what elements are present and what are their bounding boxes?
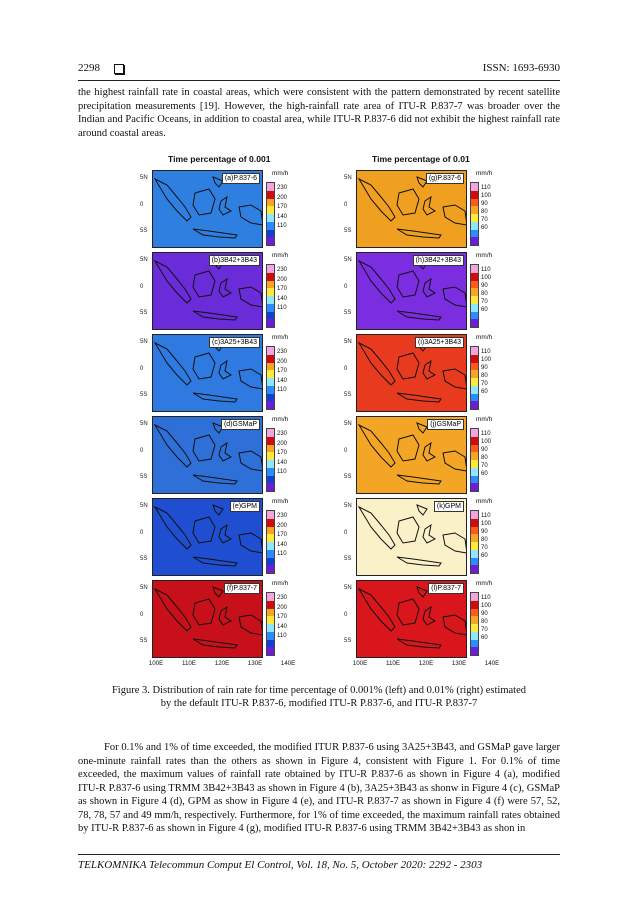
panel-label: (h)3B42+3B43: [413, 255, 464, 266]
colorbar-swatch: [471, 460, 478, 468]
colorbar-tick-label: 100: [481, 193, 492, 199]
colorbar-tick-label: 200: [277, 358, 288, 365]
colorbar-swatch: [471, 230, 478, 238]
colorbar-swatch: [267, 565, 274, 573]
panel-label: (c)3A25+3B43: [209, 337, 260, 348]
colorbar-tick-label: 170: [277, 450, 288, 457]
colorbar-swatch: [267, 511, 274, 519]
colorbar-tick-label: 170: [277, 204, 288, 211]
panel-label: (f)P.837-7: [224, 583, 260, 594]
colorbar-tick-label: 80: [481, 455, 488, 461]
colorbar-swatch: [267, 378, 274, 386]
latitude-tick-label: 0: [140, 530, 144, 536]
colorbar-swatch: [471, 191, 478, 199]
colorbar-tick-label: 110: [481, 595, 491, 601]
colorbar-swatch: [267, 304, 274, 312]
colorbar-swatch: [471, 565, 478, 573]
map-panel-left-4: [140, 498, 318, 576]
colorbar-tick-label: 230: [277, 349, 288, 355]
colorbar-tick-label: 100: [481, 275, 492, 281]
colorbar-swatch: [267, 601, 274, 609]
colorbar-unit: mm/h: [272, 170, 289, 177]
colorbar-swatch: [471, 304, 478, 312]
colorbar-swatch: [471, 206, 478, 214]
latitude-tick-label: 5N: [344, 175, 352, 181]
colorbar-tick-label: 60: [481, 389, 488, 395]
colorbar-unit: mm/h: [272, 416, 289, 423]
latitude-tick-label: 5S: [344, 474, 352, 480]
latitude-tick-label: 0: [344, 612, 348, 618]
map-panel-left-5: [140, 580, 318, 658]
colorbar-swatch: [471, 476, 478, 484]
panel-label: (b)3B42+3B43: [209, 255, 260, 266]
colorbar-tick-label: 90: [481, 201, 488, 207]
colorbar-swatch: [471, 468, 478, 476]
colorbar-swatch: [267, 534, 274, 542]
latitude-tick-label: 5N: [344, 257, 352, 263]
rain-rate-map: [356, 334, 467, 412]
colorbar-swatch: [267, 647, 274, 655]
colorbar-swatch: [267, 483, 274, 491]
colorbar-tick-labels: [481, 184, 491, 232]
rain-rate-map: [152, 416, 263, 494]
panel-label: (j)GSMaP: [427, 419, 464, 430]
colorbar-tick-label: 80: [481, 209, 488, 215]
colorbar-swatch: [267, 312, 274, 320]
rain-rate-map: [356, 170, 467, 248]
colorbar-tick-labels: [481, 348, 491, 396]
left-column-title: Time percentage of 0.001: [168, 154, 271, 164]
map-panel-left-0: [140, 170, 318, 248]
colorbar-swatch: [471, 593, 478, 601]
colorbar-swatch: [471, 609, 478, 617]
figure-3: [140, 154, 524, 668]
colorbar-swatch: [267, 394, 274, 402]
longitude-tick-label: 120E: [418, 660, 434, 667]
latitude-tick-label: 5S: [140, 474, 148, 480]
colorbar-swatch: [471, 296, 478, 304]
colorbar-unit: mm/h: [272, 334, 289, 341]
colorbar-swatch: [267, 273, 274, 281]
panel-label: (l)P.837-7: [428, 583, 464, 594]
panel-label: (d)GSMaP: [221, 419, 260, 430]
map-panel-right-0: [344, 170, 522, 248]
rain-rate-map: [152, 498, 263, 576]
colorbar: [266, 510, 275, 574]
header-rule: [78, 80, 560, 81]
latitude-tick-label: 5S: [344, 392, 352, 398]
latitude-tick-label: 0: [140, 448, 144, 454]
colorbar-unit: mm/h: [476, 334, 493, 341]
latitude-tick-label: 5N: [344, 503, 352, 509]
colorbar-tick-label: 60: [481, 635, 488, 641]
colorbar-swatch: [267, 370, 274, 378]
latitude-tick-label: 0: [344, 366, 348, 372]
colorbar-tick-label: 90: [481, 365, 488, 371]
colorbar-tick-label: 200: [277, 522, 288, 529]
colorbar-swatch: [471, 640, 478, 648]
colorbar: [470, 428, 479, 492]
colorbar-swatch: [471, 519, 478, 527]
colorbar-tick-label: 110: [277, 551, 287, 558]
colorbar-swatch: [267, 558, 274, 566]
map-panel-left-3: [140, 416, 318, 494]
colorbar-tick-label: 80: [481, 537, 488, 543]
colorbar-swatch: [471, 601, 478, 609]
rain-rate-map: [152, 170, 263, 248]
colorbar-swatch: [267, 429, 274, 437]
colorbar-tick-label: 170: [277, 532, 288, 539]
panel-label: (e)GPM: [230, 501, 261, 512]
colorbar-swatch: [267, 355, 274, 363]
colorbar-swatch: [471, 558, 478, 566]
longitude-tick-label: 130E: [247, 660, 263, 667]
colorbar-tick-label: 140: [277, 623, 288, 630]
colorbar-tick-label: 100: [481, 439, 492, 445]
rain-rate-map: [356, 416, 467, 494]
colorbar-swatch: [471, 445, 478, 453]
caption-line-1: Figure 3. Distribution of rain rate for time percentage of 0.001% (left) and 0.01% (right) estimated: [111, 685, 527, 696]
colorbar-swatch: [267, 550, 274, 558]
colorbar-swatch: [267, 401, 274, 409]
page-number: 2298: [78, 62, 100, 74]
colorbar-tick-label: 90: [481, 611, 488, 617]
colorbar-swatch: [471, 647, 478, 655]
latitude-tick-label: 5S: [344, 638, 352, 644]
colorbar-swatch: [471, 378, 478, 386]
colorbar-swatch: [471, 265, 478, 273]
colorbar-tick-labels: [277, 266, 287, 314]
footer-rule: [78, 854, 560, 855]
rain-rate-map: [356, 252, 467, 330]
colorbar-tick-label: 80: [481, 373, 488, 379]
colorbar-tick-label: 140: [277, 541, 288, 548]
latitude-tick-label: 5S: [140, 638, 148, 644]
colorbar-swatch: [267, 281, 274, 289]
colorbar: [470, 182, 479, 246]
colorbar-tick-label: 70: [481, 545, 488, 551]
longitude-tick-label: 110E: [386, 660, 400, 667]
colorbar: [266, 182, 275, 246]
colorbar-tick-label: 230: [277, 185, 288, 191]
longitude-tick-label: 100E: [148, 660, 164, 667]
colorbar-swatch: [267, 347, 274, 355]
colorbar-tick-label: 230: [277, 431, 288, 437]
longitude-tick-label: 140E: [484, 660, 500, 667]
colorbar-swatch: [471, 355, 478, 363]
colorbar-tick-label: 60: [481, 553, 488, 559]
rain-rate-map: [356, 580, 467, 658]
latitude-tick-label: 0: [344, 448, 348, 454]
latitude-tick-label: 5N: [344, 421, 352, 427]
colorbar-tick-label: 140: [277, 213, 288, 220]
colorbar-tick-label: 140: [277, 377, 288, 384]
colorbar-swatch: [471, 429, 478, 437]
latitude-tick-label: 5N: [344, 339, 352, 345]
colorbar-swatch: [267, 593, 274, 601]
colorbar-tick-label: 70: [481, 299, 488, 305]
colorbar-tick-label: 110: [481, 267, 491, 273]
rain-rate-map: [152, 580, 263, 658]
latitude-tick-label: 0: [140, 202, 144, 208]
latitude-tick-label: 0: [344, 202, 348, 208]
latitude-tick-label: 5S: [140, 556, 148, 562]
colorbar-swatch: [267, 624, 274, 632]
colorbar-swatch: [471, 542, 478, 550]
issn-label: ISSN: 1693-6930: [482, 62, 560, 74]
colorbar-swatch: [267, 191, 274, 199]
colorbar-tick-label: 110: [277, 387, 287, 394]
colorbar-swatch: [267, 445, 274, 453]
latitude-tick-label: 5S: [344, 310, 352, 316]
latitude-tick-label: 0: [140, 366, 144, 372]
colorbar: [470, 592, 479, 656]
colorbar-swatch: [471, 237, 478, 245]
colorbar-tick-labels: [277, 512, 287, 560]
colorbar-tick-label: 110: [277, 469, 287, 476]
colorbar-unit: mm/h: [272, 498, 289, 505]
colorbar-unit: mm/h: [476, 416, 493, 423]
rain-rate-map: [152, 252, 263, 330]
colorbar-tick-labels: [277, 348, 287, 396]
latitude-tick-label: 5S: [140, 228, 148, 234]
colorbar-tick-labels: [277, 594, 287, 642]
colorbar-tick-label: 230: [277, 267, 288, 273]
checkbox-square-icon: [114, 64, 124, 74]
colorbar-swatch: [267, 519, 274, 527]
colorbar-swatch: [267, 206, 274, 214]
colorbar-swatch: [267, 386, 274, 394]
colorbar-tick-label: 90: [481, 529, 488, 535]
latitude-tick-label: 5N: [140, 585, 148, 591]
colorbar-swatch: [471, 281, 478, 289]
latitude-tick-label: 5S: [140, 310, 148, 316]
colorbar-swatch: [267, 222, 274, 230]
colorbar-tick-label: 100: [481, 521, 492, 527]
colorbar-tick-labels: [481, 430, 491, 478]
colorbar-tick-label: 100: [481, 357, 492, 363]
colorbar-swatch: [267, 527, 274, 535]
colorbar: [266, 264, 275, 328]
colorbar-swatch: [471, 632, 478, 640]
panel-label: (k)GPM: [434, 501, 464, 512]
colorbar-swatch: [471, 534, 478, 542]
colorbar-swatch: [471, 347, 478, 355]
colorbar-swatch: [471, 199, 478, 207]
latitude-tick-label: 5S: [140, 392, 148, 398]
colorbar-swatch: [471, 401, 478, 409]
latitude-tick-label: 5N: [344, 585, 352, 591]
page-header: [78, 62, 560, 78]
panel-label: (a)P.837-6: [222, 173, 260, 184]
colorbar-swatch: [471, 273, 478, 281]
colorbar-tick-labels: [481, 512, 491, 560]
colorbar-tick-label: 110: [481, 431, 491, 437]
colorbar-swatch: [471, 483, 478, 491]
colorbar-swatch: [267, 183, 274, 191]
colorbar: [266, 346, 275, 410]
longitude-tick-label: 140E: [280, 660, 296, 667]
latitude-tick-label: 5S: [344, 556, 352, 562]
colorbar-tick-label: 70: [481, 217, 488, 223]
colorbar-tick-label: 110: [277, 223, 287, 230]
longitude-tick-label: 130E: [451, 660, 467, 667]
colorbar-swatch: [267, 452, 274, 460]
rain-rate-map: [356, 498, 467, 576]
panel-label: (i)3A25+3B43: [415, 337, 464, 348]
panel-label: (g)P.837-6: [426, 173, 464, 184]
colorbar-tick-label: 70: [481, 627, 488, 633]
latitude-tick-label: 5S: [344, 228, 352, 234]
colorbar-tick-label: 70: [481, 381, 488, 387]
map-panel-right-5: [344, 580, 522, 658]
colorbar-swatch: [471, 386, 478, 394]
map-panel-left-1: [140, 252, 318, 330]
colorbar-unit: mm/h: [272, 252, 289, 259]
map-panel-left-2: [140, 334, 318, 412]
colorbar-swatch: [267, 265, 274, 273]
map-panel-right-4: [344, 498, 522, 576]
latitude-tick-label: 0: [140, 284, 144, 290]
colorbar-tick-label: 110: [481, 185, 491, 191]
colorbar-unit: mm/h: [476, 252, 493, 259]
colorbar-swatch: [471, 624, 478, 632]
colorbar-swatch: [471, 183, 478, 191]
colorbar-tick-label: 170: [277, 614, 288, 621]
colorbar-swatch: [471, 363, 478, 371]
colorbar-swatch: [267, 476, 274, 484]
colorbar-swatch: [471, 527, 478, 535]
colorbar-tick-label: 60: [481, 471, 488, 477]
colorbar-tick-label: 140: [277, 459, 288, 466]
colorbar-swatch: [267, 460, 274, 468]
right-column-title: Time percentage of 0.01: [372, 154, 470, 164]
colorbar: [266, 428, 275, 492]
colorbar-swatch: [471, 312, 478, 320]
colorbar-tick-label: 200: [277, 440, 288, 447]
colorbar: [470, 264, 479, 328]
colorbar-tick-label: 200: [277, 194, 288, 201]
colorbar-swatch: [267, 542, 274, 550]
colorbar-swatch: [267, 363, 274, 371]
colorbar-swatch: [267, 288, 274, 296]
colorbar-unit: mm/h: [476, 498, 493, 505]
colorbar-swatch: [267, 199, 274, 207]
colorbar-swatch: [471, 319, 478, 327]
colorbar-tick-label: 170: [277, 368, 288, 375]
body-paragraph-1: the highest rainfall rate in coastal areas, which were consistent with the pattern demonstrated by recent satellite precipitation measurements [19]. However, the high-rainfall rate area of ITU-R P.837-7 was broader over the Indian and Pacific Oceans, in addition to coastal area, while ITU-R P.837-6 did not exhibit the highest rainfall rate around coastal areas.: [78, 87, 560, 139]
colorbar-tick-label: 110: [481, 349, 491, 355]
colorbar-swatch: [471, 437, 478, 445]
colorbar-swatch: [471, 511, 478, 519]
longitude-tick-label: 110E: [182, 660, 196, 667]
colorbar-tick-label: 60: [481, 225, 488, 231]
colorbar-swatch: [267, 237, 274, 245]
colorbar-swatch: [267, 230, 274, 238]
longitude-tick-label: 120E: [214, 660, 230, 667]
colorbar-unit: mm/h: [272, 580, 289, 587]
colorbar-swatch: [267, 609, 274, 617]
latitude-tick-label: 0: [344, 284, 348, 290]
latitude-tick-label: 5N: [140, 175, 148, 181]
map-panel-right-2: [344, 334, 522, 412]
rain-rate-map: [152, 334, 263, 412]
colorbar-tick-labels: [481, 594, 491, 642]
latitude-tick-label: 5N: [140, 421, 148, 427]
body-paragraph-2: For 0.1% and 1% of time exceeded, the modified ITUR P.837-6 using 3A25+3B43, and GSMaP gave larger one-minute rainfall rates than the others as shown in Figure 4, consistent with Figure 1. For 0.1% of time exceeded, the maximum values of rainfall rate obtained by ITU-R P.837-6 as shown in Figure 4 (a), modified ITU-R P.837-6 using TRMM 3B42+3B43 as shown in Figure 4 (b), 3A25+3B43 as shonw in Figure 4 (c), GSMaP as shown in Figure 4 (d), GPM as show in Figure 4 (e), and ITU-R P.837-7 as shown in Figure 4 (f) were 57, 52, 78, 78, 57 and 49 mm/h, respectively. Furthermore, for 1% of time exceeded, the maximum rainfall rates obtained by ITU-R P.837-6 as shown in Figure 4 (g), modified ITU-R P.837-6 using TRMM 3B42+3B43 as shon in: [78, 742, 560, 834]
colorbar-swatch: [471, 394, 478, 402]
colorbar-tick-label: 110: [481, 513, 491, 519]
colorbar-tick-label: 110: [277, 633, 287, 640]
colorbar-swatch: [267, 296, 274, 304]
longitude-tick-label: 100E: [352, 660, 368, 667]
colorbar-swatch: [267, 214, 274, 222]
latitude-tick-label: 5N: [140, 339, 148, 345]
colorbar-tick-label: 100: [481, 603, 492, 609]
footer-citation: TELKOMNIKA Telecommun Comput El Control, Vol. 18, No. 5, October 2020: 2292 - 2303: [78, 859, 483, 871]
colorbar-swatch: [471, 288, 478, 296]
figure-caption: [78, 684, 560, 710]
colorbar-swatch: [471, 616, 478, 624]
colorbar-swatch: [267, 437, 274, 445]
colorbar-tick-label: 60: [481, 307, 488, 313]
colorbar-tick-label: 110: [277, 305, 287, 312]
colorbar-tick-label: 230: [277, 595, 288, 601]
latitude-tick-label: 0: [344, 530, 348, 536]
colorbar-swatch: [471, 370, 478, 378]
colorbar-tick-label: 80: [481, 291, 488, 297]
colorbar-tick-labels: [277, 430, 287, 478]
colorbar-tick-label: 90: [481, 447, 488, 453]
colorbar-tick-labels: [277, 184, 287, 232]
latitude-tick-label: 5N: [140, 503, 148, 509]
colorbar-swatch: [267, 640, 274, 648]
latitude-tick-label: 5N: [140, 257, 148, 263]
colorbar-unit: mm/h: [476, 580, 493, 587]
colorbar-tick-label: 90: [481, 283, 488, 289]
colorbar-swatch: [267, 319, 274, 327]
colorbar-tick-label: 200: [277, 604, 288, 611]
colorbar-swatch: [471, 222, 478, 230]
colorbar: [266, 592, 275, 656]
colorbar-tick-label: 140: [277, 295, 288, 302]
map-panel-right-3: [344, 416, 522, 494]
colorbar-swatch: [471, 214, 478, 222]
colorbar: [470, 346, 479, 410]
colorbar-tick-label: 70: [481, 463, 488, 469]
colorbar-tick-label: 200: [277, 276, 288, 283]
colorbar-tick-label: 230: [277, 513, 288, 519]
colorbar-unit: mm/h: [476, 170, 493, 177]
colorbar-swatch: [267, 468, 274, 476]
colorbar-swatch: [471, 550, 478, 558]
colorbar-swatch: [267, 616, 274, 624]
colorbar-tick-labels: [481, 266, 491, 314]
colorbar-swatch: [267, 632, 274, 640]
latitude-tick-label: 0: [140, 612, 144, 618]
colorbar: [470, 510, 479, 574]
caption-line-2: by the default ITU-R P.837-6, modified ITU-R P.837-6, and ITU-R P.837-7: [160, 698, 478, 709]
colorbar-swatch: [471, 452, 478, 460]
map-panel-right-1: [344, 252, 522, 330]
colorbar-tick-label: 170: [277, 286, 288, 293]
colorbar-tick-label: 80: [481, 619, 488, 625]
